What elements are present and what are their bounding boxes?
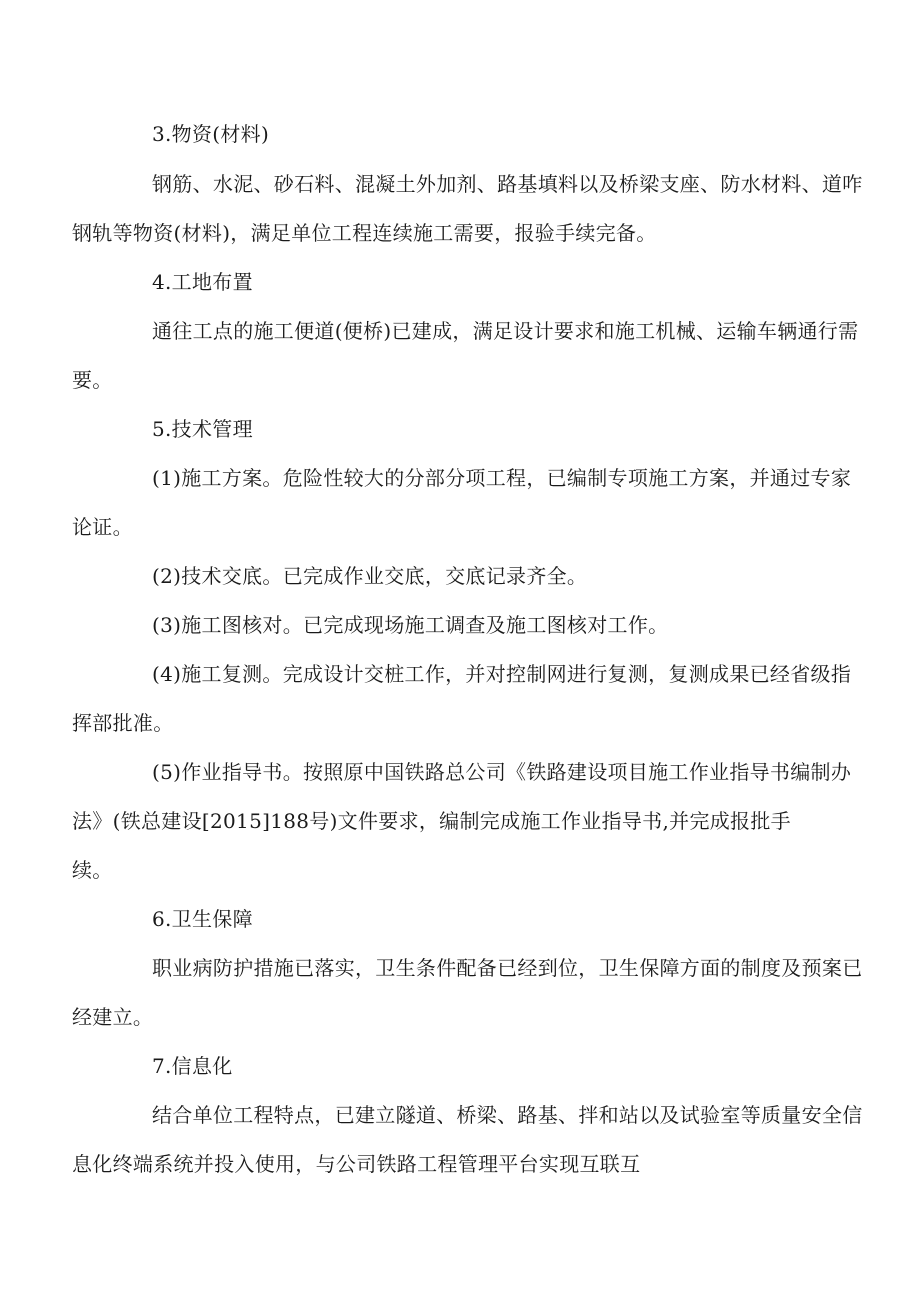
paragraph-line: (5)作业指导书。按照原中国铁路总公司《铁路建设项目施工作业指导书编制办 — [152, 760, 852, 784]
paragraph-line: (1)施工方案。危险性较大的分部分项工程，已编制专项施工方案，并通过专家 — [152, 466, 852, 490]
paragraph-line: (2)技术交底。已完成作业交底，交底记录齐全。 — [152, 564, 588, 588]
paragraph-line: (4)施工复测。完成设计交桩工作，并对控制网进行复测，复测成果已经省级指 — [152, 662, 852, 686]
paragraph-line: 钢轨等物资(材料)，满足单位工程连续施工需要，报验手续完备。 — [72, 221, 657, 245]
paragraph-line: 论证。 — [72, 515, 133, 539]
heading-informatization: 7.信息化 — [152, 1054, 233, 1078]
paragraph-line: (3)施工图核对。已完成现场施工调查及施工图核对工作。 — [152, 613, 669, 637]
heading-materials: 3.物资(材料) — [152, 122, 270, 146]
heading-site-layout: 4.工地布置 — [152, 270, 253, 294]
paragraph-line: 职业病防护措施已落实，卫生条件配备已经到位，卫生保障方面的制度及预案已 — [152, 956, 863, 980]
paragraph-line: 钢筋、水泥、砂石料、混凝土外加剂、路基填料以及桥梁支座、防水材料、道咋 — [152, 172, 863, 196]
heading-health-protection: 6.卫生保障 — [152, 907, 253, 931]
heading-technical-management: 5.技术管理 — [152, 417, 253, 441]
paragraph-line: 结合单位工程特点，已建立隧道、桥梁、路基、拌和站以及试验室等质量安全信 — [152, 1103, 863, 1127]
paragraph-line: 通往工点的施工便道(便桥)已建成，满足设计要求和施工机械、运输车辆通行需 — [152, 319, 859, 343]
paragraph-line: 要。 — [72, 368, 113, 392]
paragraph-line: 息化终端系统并投入使用，与公司铁路工程管理平台实现互联互 — [72, 1152, 641, 1176]
paragraph-line: 续。 — [72, 858, 113, 882]
paragraph-line: 经建立。 — [72, 1005, 154, 1029]
paragraph-line: 挥部批准。 — [72, 711, 174, 735]
paragraph-line: 法》(铁总建设[2015]188号)文件要求，编制完成施工作业指导书,并完成报批手 — [72, 809, 791, 833]
